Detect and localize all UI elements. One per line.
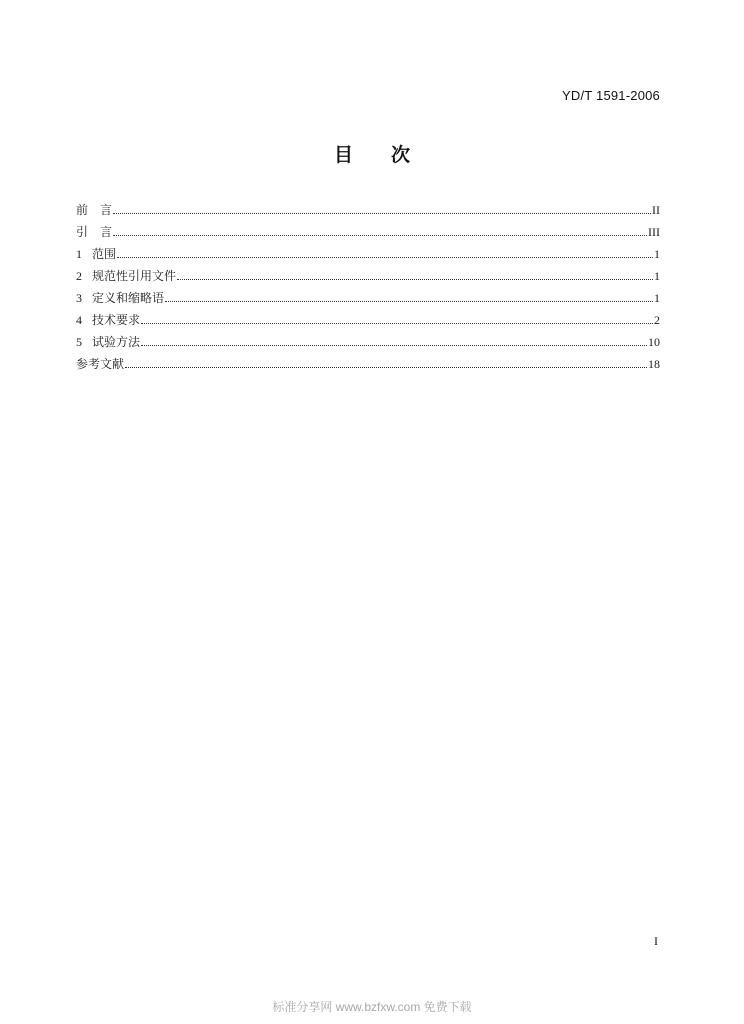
toc-entry-page: 10 bbox=[648, 335, 660, 349]
toc-entry-page: 18 bbox=[648, 357, 660, 371]
toc-entry-number: 5 bbox=[76, 335, 82, 349]
toc-entry-number: 2 bbox=[76, 269, 82, 283]
toc-entry-bibliography bbox=[76, 350, 660, 372]
toc-entry-scope bbox=[76, 240, 660, 262]
toc-entry-number: 4 bbox=[76, 313, 82, 327]
toc-entry-title: 引 言 bbox=[76, 225, 113, 239]
toc-entry-page: 1 bbox=[654, 291, 660, 305]
dot-leader bbox=[117, 256, 653, 258]
page-number: I bbox=[654, 934, 658, 948]
toc-entry-page: 1 bbox=[654, 247, 660, 261]
toc-entry-title: 技术要求 bbox=[92, 313, 141, 327]
dot-leader bbox=[165, 300, 653, 302]
toc-entry-page: II bbox=[652, 203, 660, 217]
dot-leader bbox=[113, 234, 647, 236]
toc-entry-title: 范围 bbox=[92, 247, 117, 261]
dot-leader bbox=[141, 322, 653, 324]
page-title: 目 次 bbox=[333, 145, 410, 166]
toc-entry-definitions bbox=[76, 284, 660, 306]
table-of-contents bbox=[76, 196, 660, 372]
toc-entry-normative-references bbox=[76, 262, 660, 284]
toc-entry-title: 定义和缩略语 bbox=[92, 291, 165, 305]
watermark-footer: 标准分享网 www.bzfxw.com 免费下载 bbox=[272, 1000, 472, 1014]
toc-entry-page: 2 bbox=[654, 313, 660, 327]
toc-entry-test-methods bbox=[76, 328, 660, 350]
dot-leader bbox=[113, 212, 651, 214]
dot-leader bbox=[125, 366, 647, 368]
toc-entry-number: 1 bbox=[76, 247, 82, 261]
toc-entry-page: III bbox=[648, 225, 660, 239]
toc-entry-technical-requirements bbox=[76, 306, 660, 328]
dot-leader bbox=[177, 278, 653, 280]
toc-entry-page: 1 bbox=[654, 269, 660, 283]
toc-entry-title: 参考文献 bbox=[76, 357, 125, 371]
dot-leader bbox=[141, 344, 647, 346]
toc-entry-introduction bbox=[76, 218, 660, 240]
document-code: YD/T 1591-2006 bbox=[562, 88, 660, 103]
toc-entry-title: 规范性引用文件 bbox=[92, 269, 177, 283]
toc-entry-number: 3 bbox=[76, 291, 82, 305]
toc-entry-foreword bbox=[76, 196, 660, 218]
toc-entry-title: 试验方法 bbox=[92, 335, 141, 349]
toc-entry-title: 前 言 bbox=[76, 203, 113, 217]
